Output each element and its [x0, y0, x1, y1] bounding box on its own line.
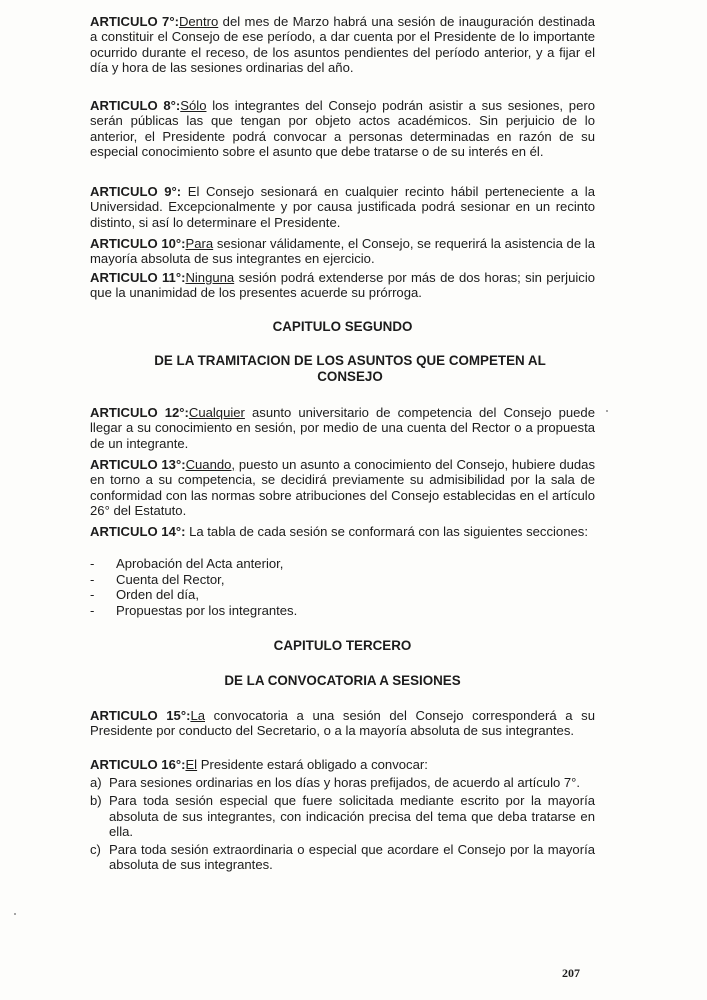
article-10-lead: Para	[185, 236, 214, 251]
article-11-label: ARTICULO 11°:	[90, 270, 186, 285]
article-16-list	[90, 775, 595, 873]
article-14-list	[90, 556, 595, 618]
article-7-label: ARTICULO 7°:	[90, 14, 179, 29]
article-12	[90, 405, 595, 451]
article-16-text: Presidente estará obligado a convocar:	[197, 757, 428, 772]
article-16-label: ARTICULO 16°:	[90, 757, 186, 772]
article-8-lead: Sólo	[180, 98, 207, 113]
article-8	[90, 98, 595, 159]
chapter-3-title: CAPITULO TERCERO	[273, 638, 412, 653]
article-9-text: El Consejo sesionará en cualquier recinto hábil perteneciente a la Universidad. Excepcionalmente y por causa justificada podrá sesionar en un recinto distinto, si así lo determinare el Presidente.	[90, 184, 595, 230]
scan-speck	[606, 410, 608, 412]
article-15-lead: La	[190, 708, 206, 723]
article-12-text: asunto universitario de competencia del Consejo puede llegar a su conocimiento en sesión, por medio de una cuenta del Rector o a propuesta de un integrante.	[90, 405, 595, 451]
list-item: - Orden del día,	[90, 587, 199, 603]
list-item: - Cuenta del Rector,	[90, 571, 225, 587]
list-item: - Aprobación del Acta anterior,	[90, 556, 284, 571]
article-8-label: ARTICULO 8°:	[90, 98, 181, 113]
list-item: c) Para toda sesión extraordinaria o especial que acordare el Consejo por la mayoría absoluta de sus integrantes.	[90, 842, 595, 873]
article-13-text: puesto un asunto a conocimiento del Consejo, hubiere dudas en torno a su competencia, se decidirá previamente su admisibilidad por la sala de conformidad con las normas sobre atribuciones del Consejo establecidas en el artículo 26° del Estatuto.	[90, 457, 595, 518]
list-item: a) Para sesiones ordinarias en los días y horas prefijados, de acuerdo al artículo 7°.	[90, 775, 581, 790]
list-item: b) Para toda sesión especial que fuere solicitada mediante escrito por la mayoría absoluta de sus integrantes, con indicación precisa del tema que deba tratarse en ella.	[90, 793, 595, 839]
article-14-text: La tabla de cada sesión se conformará con las siguientes secciones:	[185, 524, 588, 539]
article-9	[90, 184, 595, 230]
article-14-label: ARTICULO 14°:	[90, 524, 186, 539]
article-14	[90, 524, 595, 539]
article-13	[90, 457, 595, 518]
article-7-text: del mes de Marzo habrá una sesión de inauguración destinada a constituir el Consejo de ese período, a dar cuenta por el Presidente de lo importante ocurrido durante el receso, de los asuntos pendientes del período anterior, y a fijar el día y hora de las sesiones ordinarias del año.	[90, 14, 595, 75]
article-13-lead: Cuando,	[185, 457, 236, 472]
article-11	[90, 270, 595, 301]
article-10-text: sesionar válidamente, el Consejo, se requerirá la asistencia de la mayoría absoluta de sus integrantes en ejercicio.	[90, 236, 595, 267]
article-11-text: sesión podrá extenderse por más de dos horas; sin perjuicio que la unanimidad de los presentes acuerde su prórroga.	[90, 270, 596, 301]
chapter-2-subtitle: DE LA TRAMITACION DE LOS ASUNTOS QUE COMPETEN AL CONSEJO	[154, 353, 546, 384]
chapter-3-subtitle: DE LA CONVOCATORIA A SESIONES	[224, 673, 461, 688]
article-12-lead: Cualquier	[188, 405, 245, 420]
article-12-label: ARTICULO 12°:	[90, 405, 189, 420]
list-item: - Propuestas por los integrantes.	[90, 602, 298, 618]
article-15-text: convocatoria a una sesión del Consejo corresponderá a su Presidente por conducto del Secretario, o a la mayoría absoluta de sus integrantes.	[90, 708, 595, 739]
article-10	[90, 236, 595, 267]
article-9-label: ARTICULO 9°:	[90, 184, 182, 199]
chapter-2-title: CAPITULO SEGUNDO	[272, 319, 413, 334]
article-13-label: ARTICULO 13°:	[90, 457, 186, 472]
article-8-text: los integrantes del Consejo podrán asistir a sus sesiones, pero serán públicas las que tengan por objeto actos académicos. Sin perjuicio de lo anterior, el Presidente podrá convocar a personas determinadas en razón de su especial conocimiento sobre el asunto que debe tratarse o de su interés en él.	[90, 98, 595, 159]
page-number: 207	[562, 966, 580, 980]
article-7-lead: Dentro	[178, 14, 219, 29]
article-11-lead: Ninguna	[185, 270, 235, 285]
article-7	[90, 14, 595, 75]
article-16-lead: El	[185, 757, 198, 772]
article-15-label: ARTICULO 15°:	[90, 708, 191, 723]
article-10-label: ARTICULO 10°:	[90, 236, 186, 251]
article-16	[90, 757, 595, 772]
scan-speck	[14, 913, 16, 915]
article-15	[90, 708, 595, 739]
